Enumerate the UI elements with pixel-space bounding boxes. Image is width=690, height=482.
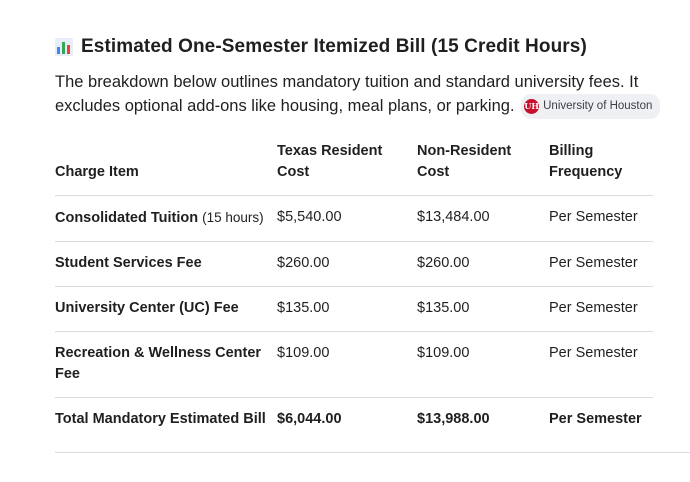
table-row (55, 287, 653, 332)
charge-item-cell: Student Services Fee (55, 242, 277, 287)
charge-item-cell: Recreation & Wellness Center Fee (55, 332, 277, 398)
resident-cost-cell: $5,540.00 (277, 196, 417, 242)
bill-table (55, 137, 653, 442)
total-nonresident-cell: $13,988.00 (417, 398, 549, 443)
table-total-row (55, 398, 653, 443)
source-chip[interactable] (521, 94, 660, 119)
nonresident-cost-cell: $135.00 (417, 287, 549, 332)
resident-cost-cell: $109.00 (277, 332, 417, 398)
frequency-cell: Per Semester (549, 332, 653, 398)
charge-item-cell: University Center (UC) Fee (55, 287, 277, 332)
university-of-houston-logo-icon: UH (524, 99, 539, 114)
table-row (55, 196, 653, 242)
frequency-cell: Per Semester (549, 287, 653, 332)
frequency-cell: Per Semester (549, 196, 653, 242)
nonresident-cost-cell: $260.00 (417, 242, 549, 287)
intro-text: The breakdown below outlines mandatory tuition and standard university fees. It excludes optional add-ons like housing, meal plans, or parking. (55, 73, 639, 115)
total-frequency-cell: Per Semester (549, 398, 653, 443)
charge-item-note: (15 hours) (202, 210, 264, 225)
charge-item-name: Consolidated Tuition (55, 210, 199, 226)
header-billing-frequency: Billing Frequency (549, 143, 623, 180)
resident-cost-cell: $260.00 (277, 242, 417, 287)
nonresident-cost-cell: $109.00 (417, 332, 549, 398)
table-row (55, 332, 653, 398)
header-nonresident-cost: Non-Resident Cost (417, 143, 512, 180)
total-label-cell: Total Mandatory Estimated Bill (55, 398, 277, 443)
bar-chart-icon (55, 38, 73, 56)
nonresident-cost-cell: $13,484.00 (417, 196, 549, 242)
header-charge-item: Charge Item (55, 164, 139, 180)
table-row (55, 242, 653, 287)
total-resident-cell: $6,044.00 (277, 398, 417, 443)
frequency-cell: Per Semester (549, 242, 653, 287)
intro-paragraph (55, 71, 685, 119)
resident-cost-cell: $135.00 (277, 287, 417, 332)
header-resident-cost: Texas Resident Cost (277, 143, 383, 180)
source-chip-label: University of Houston (543, 100, 653, 112)
charge-item-cell (55, 196, 277, 242)
table-header-row (55, 137, 653, 196)
section-heading (55, 36, 587, 58)
bottom-divider (55, 452, 690, 453)
section-title: Estimated One-Semester Itemized Bill (15 Credit Hours) (81, 36, 587, 57)
